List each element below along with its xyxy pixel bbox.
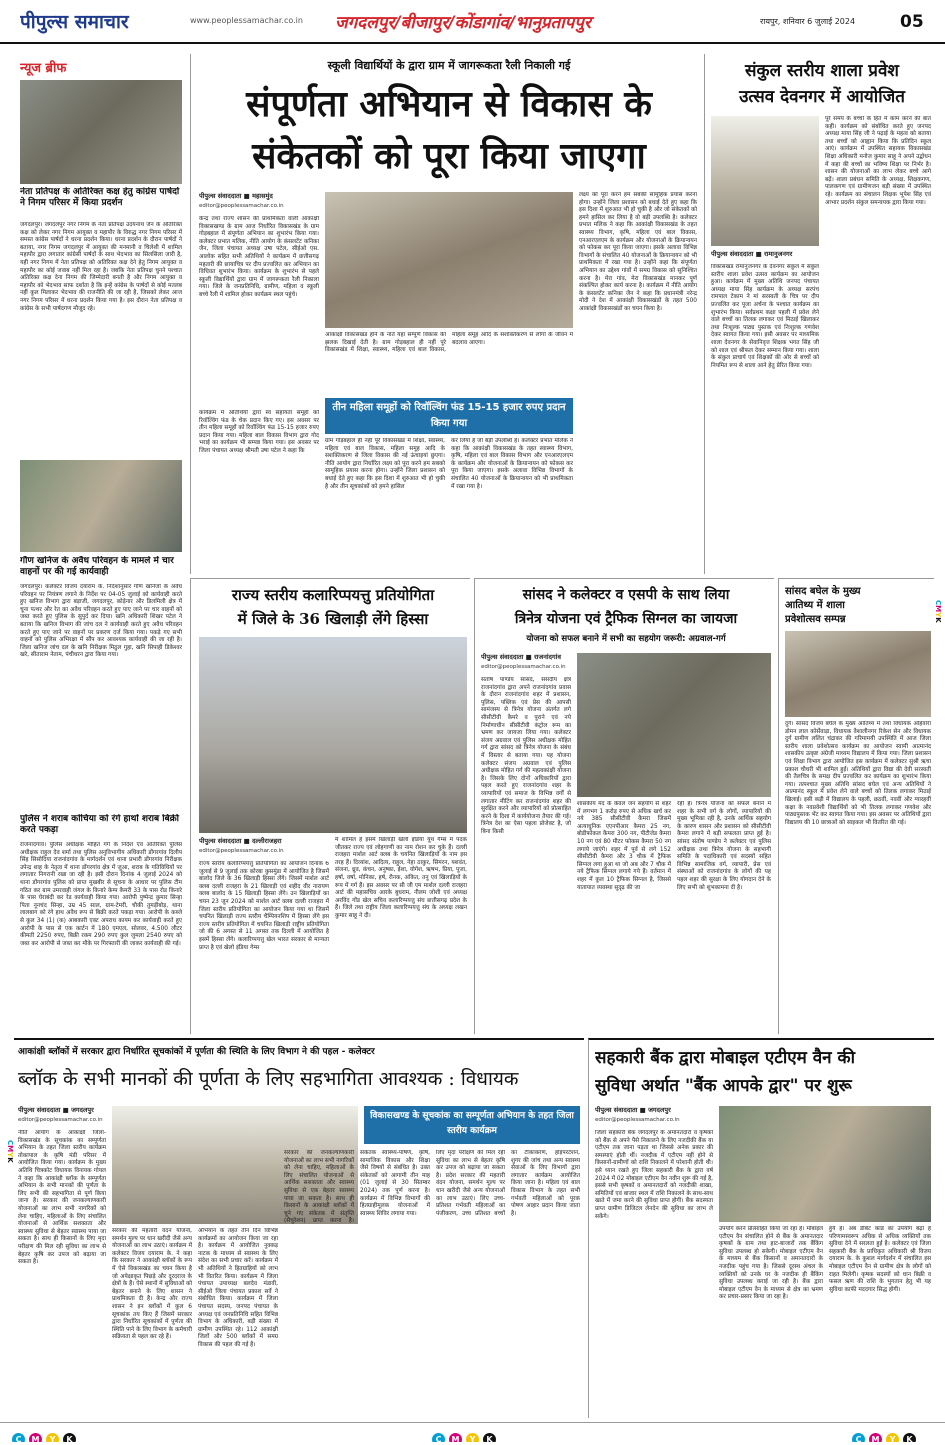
- school-credit: पीपुल्स संवाददाता ■ रामानुजनगर: [711, 250, 793, 258]
- masthead-logo[interactable]: पीपुल्स समाचार: [20, 11, 129, 33]
- bank-headline-2: सुविधा अर्थात "बैंक आपके द्वार" पर शुरू: [595, 1076, 852, 1096]
- baghel-story: [778, 578, 934, 1034]
- sports-col-1: राज्य स्तरीय कलारिप्पयत्तु प्रतियोगिता का आयोजन दिनांक 6 जुलाई से 9 जुलाई तक कोरबा कुसमुंडा में आयोजित है जिसमें बालोद जिले के 36 खिलाड़ी हिस्सा लेंगे। जिसमें मार्शल आर्ट क्लब दल्ली राजहरा के 21 खिलाड़ी एवं शहीद वीर नारायण क्लब बालोद के 15 खिलाड़ी हिस्सा लेंगे। उन खिलाड़ियों का चयन 23 जून 2024 को मार्शल आर्ट क्लब दल्ली राजहरा में जिला स्तरीय प्रतियोगिता का आयोजन किया गया था जिसमें चयनित खिलाड़ी राज्य स्तरीय चैम्पियनशिप में हिस्सा लेंगे इस राज्य स्तरीय प्रतियोगिता में चयनित खिलाड़ी राष्ट्रीय प्रतियोगिता जो की 6 अगस्त से 11 अगस्त तक दिल्ली में आयोजित है इसमें हिस्सा लेंगे। कलारिप्पयत्तु खेल भारत सरकार से मान्यता प्राप्त है एवं खेलो इंडिया गेम्स: [199, 861, 329, 951]
- baghel-photo: [785, 631, 931, 717]
- lead-headline-line2: संकेतकों को पूरा किया जाएगा: [252, 135, 646, 177]
- bank-atm-van-photo: [719, 1106, 931, 1222]
- trinetra-col-3: रही है। त्रिनेत्र योजना को सफल बनाने में शहर के सभी वर्ग के लोगों, व्यापारियों की मुख्य भूमिका रही है, उनके आर्थिक सहयोग के कारण शासन और प्रशासन को सीसीटीवी कैमरा लगाने में बड़ी सफलता प्राप्त हुई है। सांसद संतोष पाण्डेय ने कलेक्टर एवं पुलिस अधीक्षक तथा त्रिनेत्र योजना के सहभागी समिति के पदाधिकारी एवं सदस्यों सहित विभिन्न सामाजिक वर्ग, व्यापारी, प्रेस एवं संस्थाओं को राजनांदगांव के लोगों की यह पहल शहर की सुरक्षा के लिए योगदान देने के लिए सभी को शुभकामना दी है।: [677, 801, 771, 891]
- sports-col-2: में शामिल है इसमें खिलाड़ी खेलो इंडिया यूथ गेम्स में पदक जीतकर राज्य एवं लोहगाणी का नाम रोशन कर चुके हैं। दल्ली राजहरा मार्शल आर्ट क्लब के चयनित खिलाड़ियों के नाम इस तरह हैं। दिव्यांश, आदित्य, राहुल, नेहा ठाकुर, सिमरन, यशवंत, संजना, ध्रुव, कंचन, अनुष्का, ईशा, योगेश, ऋषभ, प्रिया, पूजा, हर्षा, वर्षा, मोनिका, हर्ष, रौनक, अंकित, तनु एवं खिलाड़ियों के रूप में गर्ग हैं। इस अवसर पर सी जी एम मार्शल दल्ली राजहरा आर्ट की महासचिव आरके बुधराम, नीलम जोशी एवं अध्यक्ष अरविंद गोंड खेल सचिव कलारिप्पयत्तु संघ छत्तीसगढ़ प्रदेश के हैं। जिले तथा राष्ट्रीय जिला कलारिप्पयत्तु संघ के अध्यक्ष लखन कुमार साहू ने दी।: [335, 837, 467, 919]
- lead-story: [190, 54, 700, 574]
- block-highlight-box: विकासखण्ड के सूचकांक का सम्पूर्णता अभियान के तहत जिला स्तरीय कार्यक्रम: [364, 1106, 580, 1144]
- block-col-5: लिए मृदा परीक्षण की मिल रही सुविधा का लाभ से बेहतर कृषि कर उपज को बढ़ाया जा सकता है। प्रदेश सरकार की महतारी वंदन योजना, समर्थन मूल्य पर धान खरीदी जैसे अन्य योजनाओं का लाभ उठाएं। लिए उच्च-प्रतिशत गर्भवती महिलाओं का पंजीकरण, उच्च प्रतिशत बच्चों का टीकाकरण, हाइपरटेंशन, शुगर की जांच तथा अन्य स्वास्थ्य सेवाओं के लिए विभागों द्वारा लगातार कार्यक्रम आयोजित किया जाना है। महिला एवं बाल विकास विभाग के तहत सभी गर्भवती महिलाओं को पूरक पोषण आहार प्रदान किया जाता है।: [436, 1150, 580, 1217]
- trinetra-story: [474, 578, 774, 1034]
- cmyk-c: C: [852, 1433, 865, 1442]
- bank-headline-1: सहकारी बैंक द्वारा मोबाइल एटीएम वैन की: [595, 1048, 855, 1068]
- masthead-url[interactable]: www.peoplessamachar.co.in: [190, 16, 303, 25]
- brief-body-1: जगदलपुर। जगदलपुर नगर निगम के नेता प्रतिपक्ष उदयनाथ जैन के अतिरिक्त कक्ष को लेकर नगर निगम आयुक्त व महापौर के विरुद्ध नगर निगम परिसर में समस्त कांग्रेस पार्षदों ने धरना प्रदर्शन किया। धरना प्रदर्शन के दौरान पार्षदों ने बताया, नगर निगम जगदलपुर में आयुक्त की मनमानी व चिलेशी में शामिल महापौर द्वारा लगातार कांग्रेसी पार्षदों के साथ भेदभाव का सिलसिला जारी है, यही नगर निगम में नेता प्रतिपक्ष को अतिरिक्त कक्ष देने हेतु निगम आयुक्त व महापौर का कोई जवाब नहीं मिल रहा है। जबकि नेता प्रतिपक्ष चुनने पश्चात अतिरिक्त कक्ष देना निगम की जिम्मेदारी बनती है और निगम आयुक्त व महापौर को भेदभाव साफ दर्शाता है कि इन्हें कांग्रेस के पार्षदों से कोई मतलब नहीं कुल मिलाकर भेदभाव की राजनीति की जा रही है, जिसको लेकर आज नगर निगम परिसर में धरना प्रदर्शन किया गया है। इस दौरान नेता प्रतिपक्ष व कांग्रेस के सभी पार्षदगण मौजूद रहे।: [20, 222, 182, 312]
- cmyk-k: K: [903, 1433, 916, 1442]
- lead-photo-group: [325, 192, 573, 328]
- lead-col-3: लक्ष्य को पूरा करने हम सबकी सामूहिक प्रयास करना होगा। उन्होंने जिला प्रशासन को बधाई देते हुए कहा कि इस दिशा में शुरुआत भी हो चुकी है और जो संकेतकों को हमने हासिल कर लिया है वो बड़ी उपलब्धि है। कलेक्टर प्रभात मलिक ने कहा कि आकांक्षी विकासखंड के तहत स्वास्थ्य विभाग, कृषि, महिला एवं बाल विकास, एनआरएलएम के कार्यक्रम और योजनाओं के क्रियान्वयन को फोकस कर पूरा किया जाएगा। इसके अलावा विभिन्न विभागों के संचालित 40 योजनाओं के क्रियान्वयन को भी प्राथमिकता में रखा गया है। उन्होंने कहा कि संपूर्णता अभियान का उद्देश्य गांवों में समग्र विकास को सुनिश्चित करना है। मेरा गांव, मेरा विकासखंड मानकर पूर्ण संकल्पित होकर कार्य करना है। कार्यक्रम में नीति आयोग के कंसलटेंट कनिका जैन ने कहा कि प्रधानमंत्री नरेन्द्र मोदी ने देश में आकांक्षी विकासखंडों के तहत 500 आकांक्षी विकासखंडों का चयन किया है।: [579, 192, 697, 312]
- block-col-1: नीति आयोग के आकांक्षी जिला-विकासखंड के सूचकांक का सम्पूर्णता अभियान के तहत जिला स्तरीय कार्यक्रम तोकापाल के कृषि मंडी परिसर में आयोजित किया गया। कार्यक्रम के मुख्य अतिथि चित्रकोट विधायक विनायक गोयल ने कहा कि आकांक्षी ब्लॉक के सम्पूर्णता अभियान के सभी मानकों की पूर्णता के लिए सभी की सहभागिता से पूर्ण किया जाना है। सरकार की जनकल्याणकारी योजनाओं का लाभ सभी नागरिकों को लेना चाहिए, महिलाओं के लिए संचालित योजनाओं से आर्थिक सशक्तता और स्वास्थ्य सुविधा से बेहतर स्वास्थ्य पाया जा सकता है। साथ ही किसानों के लिए मृदा परीक्षण की मिल रही सुविधा का लाभ से बेहतर कृषि कर उपज को बढ़ाया जा सकता है।: [18, 1130, 106, 1266]
- bank-story: [588, 1038, 934, 1418]
- baghel-headline-1: सांसद बघेल के मुख्य: [785, 586, 861, 597]
- cmyk-m: M: [29, 1433, 42, 1442]
- bank-email[interactable]: editor@peoplessamachar.co.in: [595, 1117, 680, 1123]
- lead-email[interactable]: editor@peoplessamachar.co.in: [199, 203, 284, 209]
- lead-photo-caption: आकांक्षी विकासखंड होने के नाते यहां सम्पूर्ण विकास की झलक दिखाई देती है। ग्राम गोड़बहाल ही नहीं पूरे विकासखंड में शिक्षा, स्वास्थ्य, महिला एवं बाल विकास, महिला समूह आदि के सशक्तिकरण से लोगों के जीवन में बदलाव आएगा।: [325, 332, 573, 354]
- trinetra-headline-1: सांसद ने कलेक्टर व एसपी के साथ लिया: [522, 587, 730, 603]
- baghel-body: दुर्ग। सांसद विजय बघेल के मुख्य आतिथ्य में तथा विधायक अहिवारा डोमन लाल कोर्सेवाड़ा, विधायक वैशालीनगर रिकेश सेन और विधायक दुर्ग ग्रामीण ललित चंद्राकर की गरिमामयी उपस्थिति में आज जिला स्तरीय शाला प्रवेशोत्सव कार्यक्रम का आयोजन स्वामी आत्मानंद शासकीय उत्कृष्ट अंग्रेजी माध्यम विद्यालय में किया गया। जिला प्रशासन एवं शिक्षा विभाग द्वारा आयोजित इस कार्यक्रम में कलेक्टर सुश्री ऋचा प्रकाश चौधरी भी शामिल हुईं। अतिथियों द्वारा विद्या की देवी सरस्वती की तैलचित्र के समक्ष दीप प्रज्वलित कर कार्यक्रम का शुभारंभ किया गया। तत्पश्चात मुख्य अतिथि सांसद बघेल एवं अन्य अतिथियों ने आत्मानंद स्कूल में प्रवेश लेने वाले बच्चों को तिलक लगाकर मिठाई खिलाई। इसी कड़ी में विद्यालय के पहली, छठवीं, नववीं और ग्यारहवीं कक्षा के नवप्रवेशी विद्यार्थियों को भी तिलक लगाकर गणवेश और पाठ्यपुस्तक भेंट कर स्वागत किया गया। इस अवसर पर अतिथियों द्वारा विद्यालय की 10 छात्राओं को साइकल भी वितरित की गई।: [785, 721, 931, 826]
- cmyk-y: Y: [886, 1433, 899, 1442]
- brief-photo-trucks: [20, 460, 182, 552]
- cmyk-side-left: CMYK: [6, 1140, 14, 1163]
- trinetra-email[interactable]: editor@peoplessamachar.co.in: [481, 664, 566, 670]
- lead-headline-line1: संपूर्णता अभियान से विकास के: [246, 83, 652, 125]
- sports-credit: पीपुल्स संवाददाता ■ दल्लीराजहरा: [199, 837, 282, 845]
- cmyk-marker-left: [10, 1427, 90, 1442]
- trinetra-col-2: शासकीय मद के केवल जन सहयोग से शहर में लगभग 1 करोड़ रुपए से अधिक खर्च कर नये 385 सीसीटीवी कैमरा जिसमें अत्याधुनिक एएनपीआर कैमरा 25 नग, बोडीफोकल कैमरा 300 नग, पीटीजेड कैमरा 10 नग एवं 80 मीटर फोकस कैमरा 50 नग लगाये जाएंगे। शहर में पूर्व से लगे 152 सीसीटीवी कैमरा और 3 चौक में ट्रैफिक सिग्नल लगा हुआ था जो अब और 7 चौक में नये ट्रैफिक सिग्नल लगाये गये हैं। वर्तमान में शहर में कुल 10 ट्रैफिक सिग्नल है, जिससे यातायात व्यवस्था सुदृढ़ की जा: [577, 801, 671, 891]
- trinetra-col-1: संतोष पाण्डेय सांसद, संसदीय क्षेत्र राजनांदगांव द्वारा अपने राजनांदगांव प्रवास के दौरान राजनांदगांव शहर में प्रशासन, पुलिस, पब्लिक एवं प्रेस की आपसी सामंजस्य से त्रिनेत्र योजना अंतर्गत लगे सीसीटीवी कैमरे व पुराने एवं नये निर्माणाधीन सीसीटीवी कंट्रोल रूम का भ्रमण कर जायजा लिया गया। कलेक्टर संजय अग्रवाल एवं पुलिस अधीक्षक मोहित गर्ग द्वारा सांसद को त्रिनेत्र योजना के संबंध में विस्तार से बताया गया। यह योजना कलेक्टर संजय अग्रवाल एवं पुलिस अधीक्षक मोहित गर्ग की महत्वकांक्षी योजना है। जिसके लिए दोनों अधिकारियों द्वारा पहल करते हुए राजनांदगांव शहर के व्यापारियों एवं समाज के विभिन्न वर्गों से लगातार मीटिंग कर राजनांदगांव शहर की सुरक्षित करने और व्यापारियों को प्रोत्साहित करने के दिशा में कार्ययोजना तैयार की गई। त्रिनेत्र देश का ऐसा पहला प्रोजेक्ट है, जो बिना किसी: [481, 677, 571, 835]
- block-col-3: अभियान के तहत तीन दिन विभिन्न कार्यक्रमों का आयोजन किया जा रहा है। कार्यक्रम में आयोजित नुक्कड़ नाटक के माध्यम से स्वास्थ्य के लिए संदेश का सभी प्रचार करें। कार्यक्रम में भी अतिथियों ने हितग्राहियों को लाभ भी वितरित किया। कार्यक्रम में जिला पंचायत उपाध्यक्ष बलदेव मंडावी, सीईओ जिला पंचायत प्रकाश सर्वे ने संबोधित किया। कार्यक्रम में जिला पंचायत सदस्य, जनपद पंचायत के अध्यक्ष एवं जनप्रतिनिधि सहित विभिन्न विभाग के अधिकारी, बड़ी संख्या में ग्रामीण उपस्थित रहे। 112 आकांक्षी जिलों और 500 ब्लॉकों में समग्र विकास की पहल की गई है।: [198, 1228, 278, 1348]
- cmyk-marker-right: [850, 1427, 930, 1442]
- baghel-headline-3: प्रवेशोत्सव सम्पन्न: [785, 614, 846, 625]
- school-photo: [711, 116, 819, 246]
- masthead-dateline: रायपुर, शनिवार 6 जुलाई 2024: [760, 17, 856, 26]
- lead-kicker: स्कूली विद्यार्थियों के द्वारा ग्राम में जागरूकता रैली निकाली गई: [327, 59, 571, 72]
- sports-email[interactable]: editor@peoplessamachar.co.in: [199, 848, 284, 854]
- cmyk-marker-center: [430, 1427, 510, 1442]
- masthead-editions: जगदलपुर/बीजापुर/कोंडागांव/भानुप्रतापपुर: [335, 13, 591, 33]
- sports-headline-2: में जिले के 36 खिलाड़ी लेंगे हिस्सा: [237, 610, 429, 628]
- bank-col-3: हुये हैं। अब डेबिट कार्ड का उपयोग बढ़ा है परिणामस्वरूप अधिक से अधिक व्यक्तियों तक सुविधा देने में सरलता हुई है। कलेक्टर एवं जिला सहकारी बैंक के प्राधिकृत अधिकारी श्री विजय दयाराम के. के कुशल मार्गदर्शन में संचालित इस मोबाइल एटीएम वैन से ग्रामीण क्षेत्र के लोगों को राहत मिलेगी। कृषक सदस्यों को धान बिक्री व फसल ऋण की राशि के भुगतान हेतु भी यह सुविधा काफी मददगार सिद्ध होगी।: [829, 1226, 931, 1293]
- page-number: 05: [900, 12, 924, 32]
- sports-photo-team: [199, 637, 467, 833]
- block-story: [14, 1038, 584, 1418]
- brief-headline-3: पुलिस ने शराब कोचिया को रंगे हाथों शराब बिक्री करते पकड़ा: [20, 814, 179, 835]
- bank-col-2: उपयोग करने प्रोत्साहित किया जा रहा है। मोबाइल एटीएम वैन संचालित होने से बैंक के अमानतदार कृषकों के ग्राम तथा हाट-बाजारों तक बैंकिंग सुविधा उपलब्ध हो सकेगी। मोबाइल एटीएम वैन के माध्यम से बैंक किसानों व अमानतदारों के नजदीक पहुंच गया है। जिससे दूरस्थ अंचल के व्यक्तियों को उनके घर के नजदीक ही बैंकिंग सुविधा उपलब्ध कराई जा रही है। बैंक द्वारा मोबाइल एटीएम वैन के माध्यम से क्षेत्र का भ्रमण कर प्रचार-प्रसार किया जा रहा है।: [719, 1226, 823, 1301]
- cmyk-c: C: [432, 1433, 445, 1442]
- footer-bar: [0, 1422, 945, 1445]
- cmyk-c: C: [12, 1433, 25, 1442]
- school-story: [704, 54, 934, 574]
- bank-credit: पीपुल्स संवाददाता ■ जगदलपुर: [595, 1106, 671, 1114]
- trinetra-credit: पीपुल्स संवाददाता ■ राजनांदगांव: [481, 653, 561, 661]
- mid-col-2: कर लिया है जो बड़ी उपलब्धि है। कलेक्टर प्रभात मलिक ने कहा कि आकांक्षी विकासखंड के तहत स्वास्थ्य विभाग, कृषि, महिला एवं बाल विकास विभाग और एनआरएलएम के कार्यक्रम और योजनाओं के क्रियान्वयन को फोकस कर पूरा किया जाएगा। इसके अलावा विभिन्न विभागों के संचालित 40 योजनाओं के क्रियान्वयन को भी प्राथमिकता में रखा गया है।: [451, 438, 573, 490]
- school-col-2: पूरे समय के बच्चों के हित में काम करने की बात कही। कार्यक्रम को संबोधित करते हुए जनपद अध्यक्ष माया सिंह जी ने पढ़ाई के महत्व को बताया तथा बच्चों को आह्वान किया कि प्रतिदिन स्कूल आएं। कार्यक्रम में उपस्थित सहायक विकासखंड शिक्षा अधिकारी मनोज कुमार साहू ने अपने उद्बोधन में कहा की बच्चों का भविष्य शिक्षा पर निर्भर है। शासन की योजनाओं का लाभ लेकर बच्चे आगे बढ़ें। शाला प्रबंधन समिति के अध्यक्ष, शिक्षकगण, पालकगण एवं ग्रामीणजन बड़ी संख्या में उपस्थित रहे। कार्यक्रम का संचालन शिक्षक भूपेश सिंह एवं आभार प्रदर्शन संकुल समन्वयक द्वारा किया गया।: [825, 116, 931, 206]
- brief-body-2: जगदलपुर। कलेक्टर विजय दयाराम के. निर्देशानुसार गौण खनिजों के अवैध परिवहन पर नियंत्रण लगाने के निर्देश पर 04-05 जुलाई को कार्यवाही करते हुए खनिज विभाग द्वारा बड़ाजी, जगदलपुर, कोड़ेनार और डिलमिली क्षेत्र में चूना पत्थर और रेत का अवैध परिवहन करते हुए पाए जाने पर चार वाहनों को जब्त करते हुए पुलिस के सुपुर्द कर दिया। खनि अधिकारी शिखर पटेल ने बताया कि खनिज विभाग की जांच दल ने कार्यवाही करते हुए अवैध परिवहन करते हुए पाए जाने पर वाहनों पर प्रकरण दर्ज किया गया। पकड़े गए सभी वाहनों को पुलिस अभिरक्षा में सौंप कर आवश्यक कार्यवाही की जा रही है। जिला खनिज जांच दल के खनि निरीक्षक मिठुल गुहा, खनि सिपाही डिकेश्वर खरे, सीताराम नेताम, पंचीधरन द्वारा किया गया।: [20, 584, 182, 659]
- school-col-1: विकासखंड रामानुजनगर के देवनगर संकुल में संकुल स्तरीय शाला प्रवेश उत्सव कार्यक्रम का आयोजन हुआ। कार्यक्रम में मुख्य अतिथि जनपद पंचायत अध्यक्ष माया सिंह कार्यक्रम के अध्यक्ष सरपंच रामपाल टेकाम ने मां सरस्वती के चित्र पर दीप प्रज्वलित कर पूजा अर्चना के पश्चात कार्यक्रम का शुभारंभ किया। सर्वप्रथम कक्षा पहली में प्रवेश लेने वाले बच्चों का तिलक लगाकर एवं मिठाई खिलाकर तथा निःशुल्क पाठ्य पुस्तक एवं निःशुल्क गणवेश देकर स्वागत किया गया। इसी अवसर पर माध्यमिक शाला देवनगर के सेवानिवृत्त शिक्षक भगत सिंह जी को शाल एवं श्रीफल देकर सम्मान किया गया। शाला के संकुल प्राचार्य एवं शिक्षकों की ओर से बच्चों को नियमित रूप से शाला आने हेतु प्रेरित किया गया।: [711, 264, 819, 369]
- brief-body-3: राजनांदगांव। पुलिस अधीक्षक मोहित गर्ग के निर्देश एवं अतिरिक्त पुलिस अधीक्षक राहुल देव शर्मा तथा पुलिस अनुविभागीय अधिकारी डोंगरगांव दिलीप सिंह सिसोदिया राजनांदगांव के मार्गदर्शन एवं थाना प्रभारी डोंगरगांव निरीक्षक उपेन्द्र शाह के नेतृत्व में थाना डोंगरगांव क्षेत्र में जुआ, शराब के गतिविधियों पर लगातार निगरानी रखा जा रही है। इसी दौरान दिनांक 4 जुलाई 2024 को थाना डोंगरगांव पुलिस को प्राप्त मुखबीर से सूचना के आधार पर पुलिस टीम गठित कर ग्राम उमरवाही जंगल के किनारे केम्प कैमरी 33 के पास रोड किनारे के पास घेराबंदी कर रेड कार्यवाही किया गया। आरोपी पुष्पेन्द्र कुमार सिन्हा पिता नूनचंद सिन्हा, उम्र 45 साल, ग्राम-टेमरी, चौकी तुमड़ीबोड़, थाना लालबाग को रंगे हाथ अवैध रूप से बिक्री करते पकड़ा गया। आरोपी के कब्जे से कुल 34 (1) (क) आबकारी एक्ट अपराध कायम कर कार्यवाही करते हुए आरोपी के पास से एक कार्टन में 180 एमएल, सोलवर, 4.500 लीटर कीमती 2250 रुपए, बिक्री रकम 290 रुपए कुल जुमला 2540 रुपए को जब्त कर आरोपी से जब्त कर मौके पर गिरफ्तारी की जाकर कार्यवाही की गई।: [20, 842, 182, 947]
- school-headline-2: उत्सव देवनगर में आयोजित: [739, 87, 905, 107]
- mid-col-1: ग्राम गोड़बहाल ही नहीं पूरे विकासखंड में शिक्षा, स्वास्थ्य, महिला एवं बाल विकास, महिला समूह आदि के सशक्तिकरण से जिला विकास की नई ऊंचाइयां छुएगा। नीति आयोग द्वारा निर्धारित लक्ष्य को पूरा करने हम सबको सामूहिक प्रयास करना होगा। उन्होंने जिला प्रशासन को बधाई देते हुए कहा कि इस दिशा में शुरुआत भी हो चुकी है और तीन सूचकांकों को हमने हासिल: [325, 438, 445, 490]
- cmyk-k: K: [483, 1433, 496, 1442]
- masthead: [0, 0, 945, 44]
- trinetra-photo: [577, 653, 771, 797]
- lead-col-1: केन्द्र तथा राज्य शासन की प्राथमिकता वाली आकांक्षी विकासखण्ड के ग्राम आज निर्धारित विकासखंड के ग्राम गोड़बहाल में संपूर्णता अभियान का शुभारंभ किया गया। कलेक्टर प्रभात मलिक, नीति आयोग के कंसलटेंट कनिका जैन, जिला पंचायत अध्यक्ष उषा पटेल, सीईओ एस. आलोक सहित सभी अतिथियों ने कार्यक्रम में छत्तीसगढ़ महतारी की छायाचित्र पर दीप प्रज्वलित कर अभियान का विधिवत शुभारंभ किया। कार्यक्रम के शुभारंभ से पहले स्कूली विद्यार्थियों द्वारा ग्राम में जागरूकता रैली निकाला गया। जिले के जनप्रतिनिधि, ग्रामीण, महिला व स्कूली बच्चे रैली में शामिल होकर कार्यक्रम स्थल पहुंचे।: [199, 216, 319, 298]
- brief-photo-protest: [20, 80, 182, 184]
- brief-headline-1: नेता प्रतिपक्ष के अतिरिक्त कक्ष हेतु कांग्रेस पार्षदों ने निगम परिसर में किया प्रदर्शन: [20, 187, 180, 208]
- block-credit: पीपुल्स संवाददाता ■ जगदलपुर: [18, 1106, 94, 1114]
- cmyk-m: M: [449, 1433, 462, 1442]
- lead-credit: पीपुल्स संवाददाता ■ महासमुंद: [199, 192, 273, 200]
- news-brief-tag: न्यूज ब्रीफ: [20, 61, 67, 76]
- block-kicker: आकांक्षी ब्लॉकों में सरकार द्वारा निर्धारित सूचकांकों में पूर्णता की स्थिति के लिए विभाग ने की पहल - कलेक्टर: [18, 1047, 375, 1057]
- brief-headline-2: गौण खनिज के अवैध परिवहन के मामले में चार वाहनों पर की गई कार्यवाही: [20, 556, 174, 577]
- sports-headline-1: राज्य स्तरीय कलारिप्पयत्तु प्रतियोगिता: [231, 586, 435, 604]
- revolving-fund-box: तीन महिला समूहों को रिवॉल्विंग फंड 15-15 हजार रुपए प्रदान किया गया: [325, 398, 573, 434]
- baghel-headline-2: आतिथ्य में शाला: [785, 600, 845, 611]
- cmyk-m: M: [869, 1433, 882, 1442]
- news-brief-column: [14, 54, 186, 1054]
- school-headline-1: संकुल स्तरीय शाला प्रवेश: [745, 61, 899, 81]
- block-headline: ब्लॉक के सभी मानकों की पूर्णता के लिए सहभागिता आवश्यक : विधायक: [18, 1068, 519, 1090]
- cmyk-y: Y: [46, 1433, 59, 1442]
- bank-col-1: जिला सहकारी बैंक जगदलपुर के अमानतदारों व कृषकों को बैंक से अपने पैसे निकालने के लिए नजदीकी बैंक या एटीएम तक जाना पड़ता था जिससे अनेक प्रकार की समस्याएं होती थीं। नजदीक में एटीएम नहीं होने से किसानों-ग्रामीणों को राशि निकालने में परेशानी होती थी। इसे ध्यान रखते हुए जिला सहकारी बैंक के द्वारा वर्ष 2024 में 02 मोबाइल एटीएम वैन नवीन शुरू की गई है, इससे सभी कृषकों व अमानतदारों को नजदीकी शाखा, समितियों एवं बाजार स्थल में राशि निकालने के साथ-साथ खाते में जमा करने की सुविधा प्राप्त होगी। बैंक सदस्यता प्राप्त ग्रामीण डिजिटल लेनदेन की सुविधा का लाभ ले सकेंगे।: [595, 1130, 713, 1220]
- trinetra-subhead: योजना को सफल बनाने में सभी का सहयोग जरूरी: अग्रवाल-गर्ग: [526, 634, 726, 644]
- lead-col-1b: कार्यक्रम में अतिथियों द्वारा स्व सहायता समूहों को रिवॉल्विंग फंड के चेक प्रदान किए गए। इस अवसर पर तीन महिला समूहों को रिवॉल्विंग फंड 15-15 हजार रुपए प्रदान किया गया। महिला बाल विकास विभाग द्वारा गोद भराई का कार्यक्रम भी सम्पन्न किया गया। इस अवसर पर जिला पंचायत अध्यक्ष श्रीमती उषा पटेल ने कहा कि: [199, 410, 319, 454]
- sports-story: [190, 578, 470, 1034]
- cmyk-y: Y: [466, 1433, 479, 1442]
- cmyk-k: K: [63, 1433, 76, 1442]
- cmyk-side-right: CMYK: [934, 600, 942, 623]
- block-col-4: सरकार की जनकल्याणकारी योजनाओं का लाभ सभी नागरिकों को लेना चाहिए, महिलाओं के लिए संचालित योजनाओं से आर्थिक सशक्तता और स्वास्थ्य सुविधा से एक बेहतर स्वास्थ्य पाया जा सकता है। साथ ही किसानों के आकांक्षी ब्लॉकों में चुने गए संकेतक में संतृप्ति (सैचुरेशन) प्राप्त करना है। संकेतक स्वास्थ्य-पोषण, कृषि, सामाजिक विकास और शिक्षा जैसे विषयों से संबंधित है। उक्त संकेतकों को आगामी तीन माह (01 जुलाई से 30 सितम्बर 2024) तक पूर्ण करना है। कार्यक्रम में विभिन्न विभागों की हितग्राहीमूलक योजनाओं में स्वास्थ्य शिविर लगाया गया।: [284, 1150, 430, 1225]
- trinetra-headline-2: त्रिनेत्र योजना एवं ट्रैफिक सिग्नल का जायजा: [514, 611, 738, 627]
- block-email[interactable]: editor@peoplessamachar.co.in: [18, 1117, 103, 1123]
- block-col-2: सरकार की महतारी वंदन योजना, समर्थन मूल्य पर धान खरीदी जैसे अन्य योजनाओं का लाभ उठाएं। कार्यक्रम में कलेक्टर विजय दयाराम के. ने कहा कि सरकार ने आकांक्षी ब्लॉकों के रूप में ऐसे विकासखंड का चयन किया है जो अपेक्षाकृत पिछड़े और दूरदराज के क्षेत्रों के हैं। ऐसे स्थानों में सुविधाओं को बेहतर बनाने के लिए शासन ने प्राथमिकता दी है। केन्द्र और राज्य शासन ने इन ब्लॉकों में कुल 6 सूचकांक तय किए हैं जिसमें सरकार द्वारा निर्धारित सूचकांकों में पूर्णता की स्थिति पाने के लिए विभाग के कर्मचारी सक्रियता से पहल कर रहे हैं।: [112, 1228, 192, 1341]
